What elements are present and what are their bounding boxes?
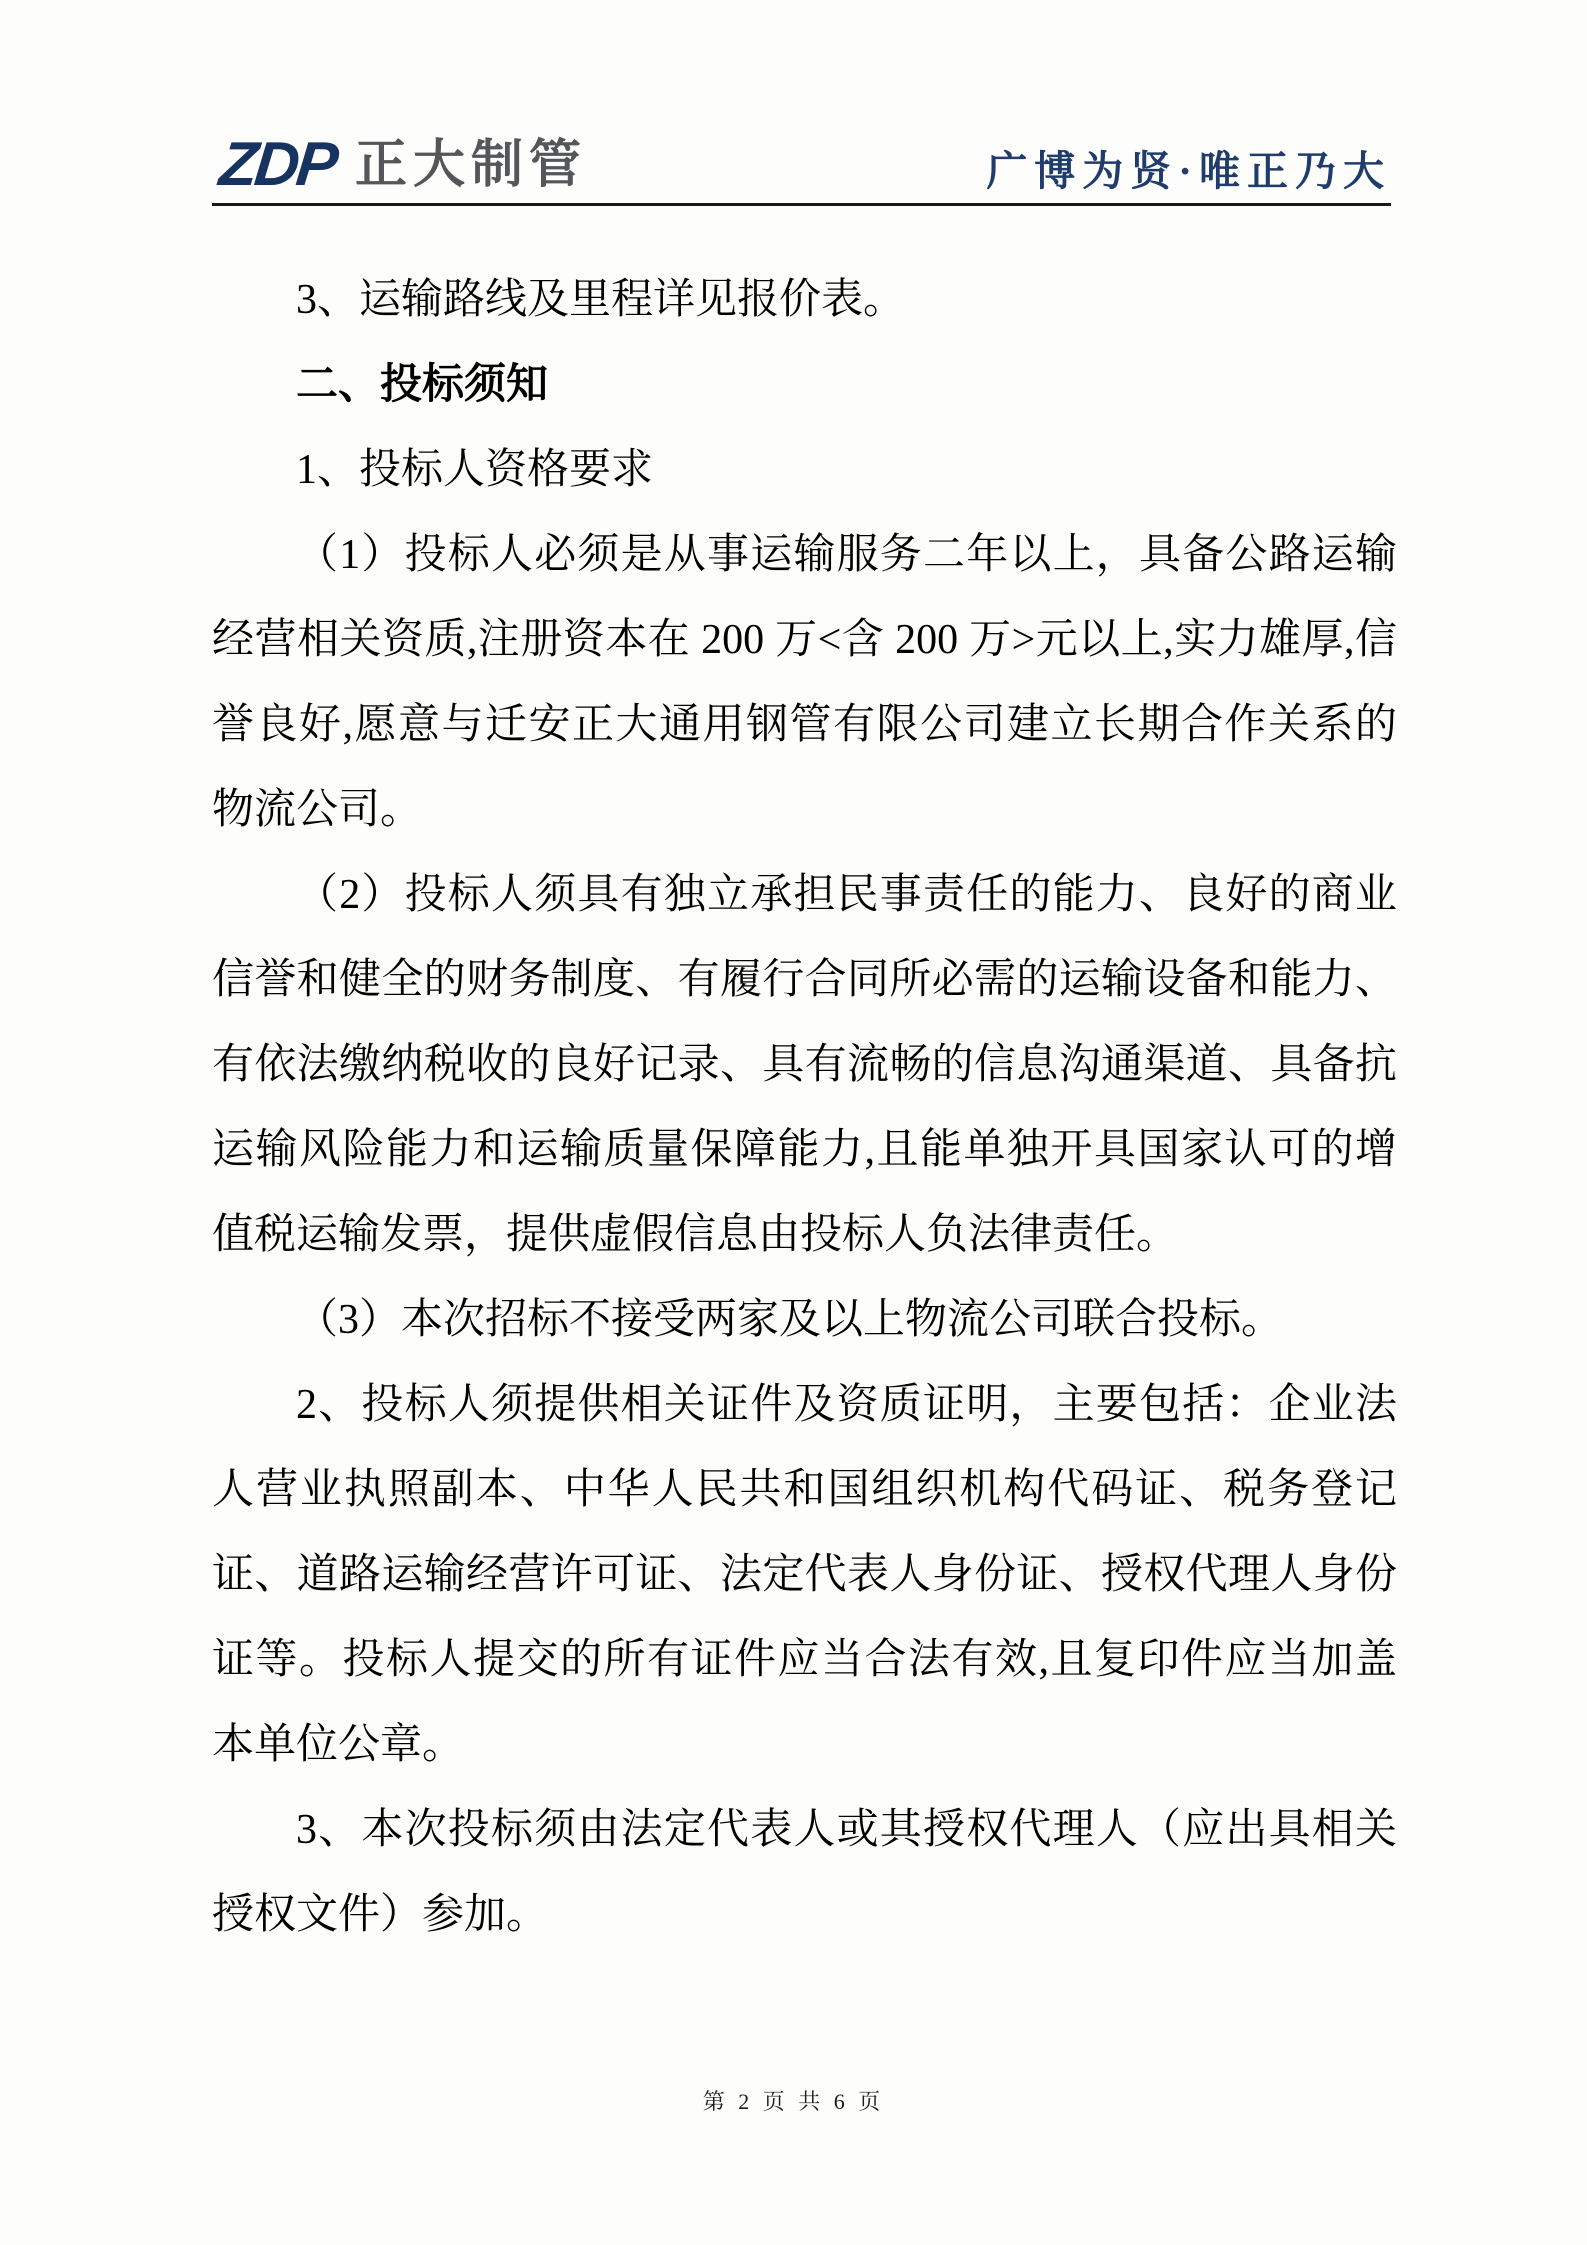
logo-zdp-mark: ZDP: [216, 130, 339, 199]
document-body: [212, 258, 1397, 1958]
paragraph-transport-route-note: 3、运输路线及里程详见报价表。: [296, 277, 906, 323]
page-number: 第 2 页 共 6 页: [702, 2089, 885, 2114]
header-slogan: 广博为贤·唯正乃大: [986, 148, 1391, 194]
logo-company-name: 正大制管: [355, 136, 588, 194]
heading-bidder-qualification: 1、投标人资格要求: [296, 447, 654, 493]
header-divider-line: [212, 203, 1391, 206]
paragraph-qualification-2: （2）投标人须具有独立承担民事责任的能力、良好的商业信誉和健全的财务制度、有履行合同所必需的运输设备和能力、有依法缴纳税收的良好记录、具有流畅的信息沟通渠道、具备抗运输风险能力和运输质量保障能力,且能单独开具国家认可的增值税运输发票，提供虚假信息由投标人负法律责任。: [212, 872, 1397, 1258]
paragraph-representative-requirement: 3、本次投标须由法定代表人或其授权代理人（应出具相关授权文件）参加。: [212, 1807, 1397, 1938]
heading-bid-instructions: 二、投标须知: [296, 362, 549, 408]
paragraph-qualification-1: （1）投标人必须是从事运输服务二年以上，具备公路运输经营相关资质,注册资本在 200 万<含 200 万>元以上,实力雄厚,信誉良好,愿意与迁安正大通用钢管有限公司建立长期合作关系的物流公司。: [212, 532, 1397, 833]
paragraph-qualification-3: （3）本次招标不接受两家及以上物流公司联合投标。: [296, 1297, 1284, 1343]
paragraph-required-certificates: 2、投标人须提供相关证件及资质证明，主要包括：企业法人营业执照副本、中华人民共和国组织机构代码证、税务登记证、道路运输经营许可证、法定代表人身份证、授权代理人身份证等。投标人提交的所有证件应当合法有效,且复印件应当加盖本单位公章。: [212, 1382, 1397, 1768]
